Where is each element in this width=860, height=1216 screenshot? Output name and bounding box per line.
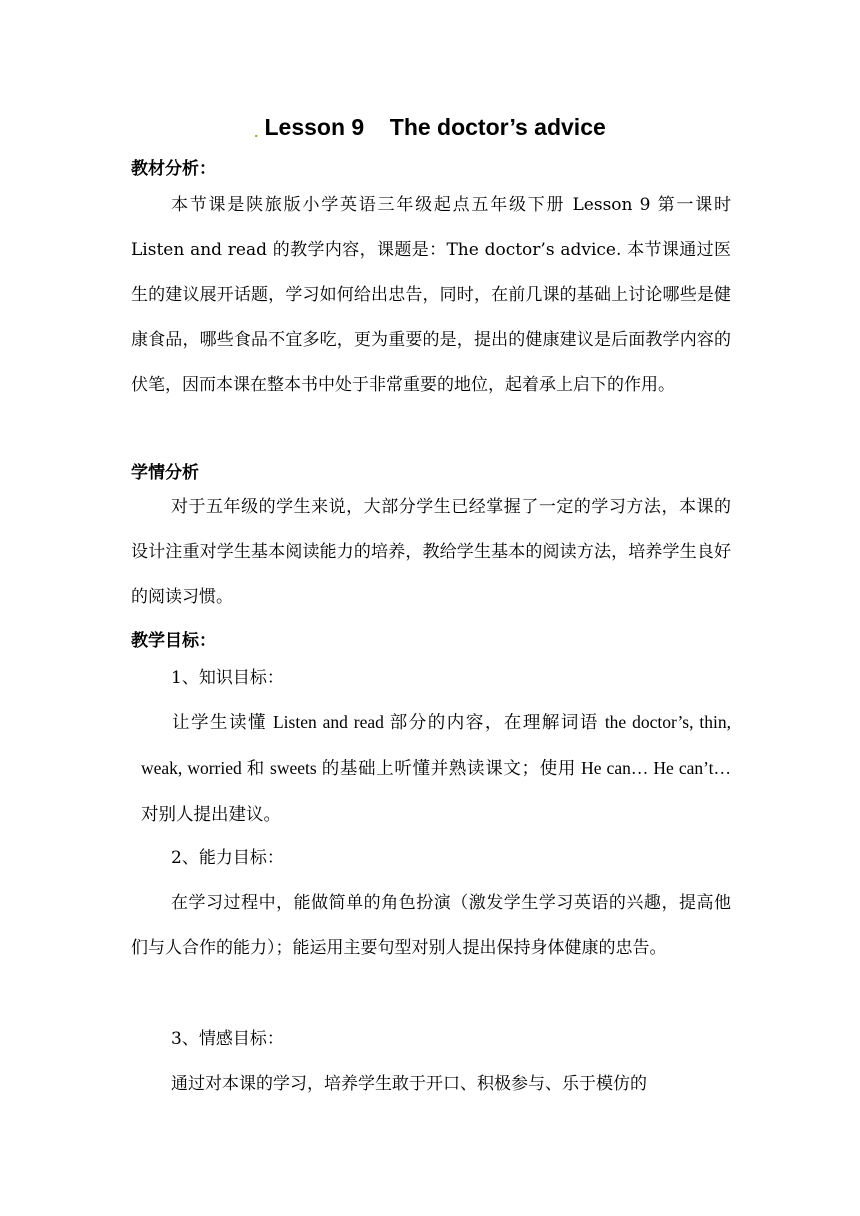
heading-student-analysis: 学情分析 bbox=[131, 463, 199, 483]
title-name: The doctor’s advice bbox=[389, 114, 606, 140]
paragraph-knowledge-goal: 让学生读懂 Listen and read 部分的内容，在理解词语 the doctor’s, thin, weak, worried 和 sweets 的基础上听懂并熟读课文；使用 He can… He can’t…对别人提出建议。 bbox=[141, 712, 731, 824]
paragraph-ability-goal: 在学习过程中，能做简单的角色扮演（激发学生学习英语的兴趣，提高他们与人合作的能力）；能运用主要句型对别人提出保持身体健康的忠告。 bbox=[131, 893, 731, 958]
paragraph-emotion-goal: 通过对本课的学习，培养学生敢于开口、积极参与、乐于模仿的 bbox=[171, 1074, 647, 1094]
label-ability-goal: 2、能力目标： bbox=[171, 848, 284, 868]
paragraph-student-analysis: 对于五年级的学生来说，大部分学生已经掌握了一定的学习方法，本课的设计注重对学生基本阅读能力的培养，教给学生基本的阅读方法，培养学生良好的阅读习惯。 bbox=[131, 497, 731, 607]
label-knowledge-goal: 1、知识目标： bbox=[171, 668, 284, 688]
label-emotion-goal: 3、情感目标： bbox=[171, 1029, 284, 1049]
page-title bbox=[0, 112, 860, 147]
title-lesson: Lesson 9 bbox=[264, 114, 365, 140]
heading-teaching-goals: 教学目标： bbox=[131, 631, 216, 651]
heading-textbook-analysis: 教材分析： bbox=[131, 159, 216, 179]
paragraph-textbook-analysis: 本节课是陕旅版小学英语三年级起点五年级下册 Lesson 9 第一课时 Listen and read 的教学内容，课题是：The doctor’s advice. 本节课通过医生的建议展开话题，学习如何给出忠告，同时，在前几课的基础上讨论哪些是健康食品，哪些食品不宜多吃，更为重要的是，提出的健康建议是后面教学内容的伏笔，因而本课在整本书中处于非常重要的地位，起着承上启下的作用。 bbox=[131, 195, 731, 395]
title-marker: . bbox=[254, 124, 259, 140]
